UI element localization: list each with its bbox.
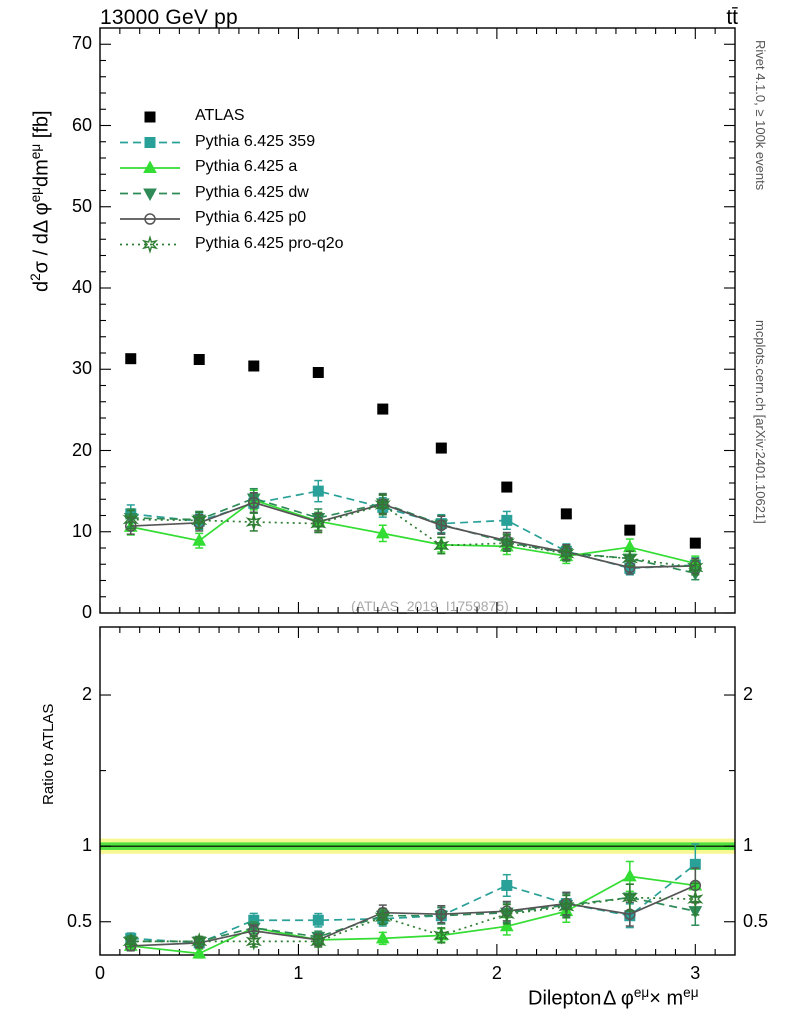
x-tick-label: 0 — [94, 963, 106, 983]
ratio-line-3 — [131, 898, 696, 942]
legend-label-4: Pythia 6.425 p0 — [195, 209, 307, 226]
y-tick-label: 70 — [71, 33, 92, 54]
legend-marker-0 — [145, 112, 155, 122]
y-axis-label: $d^2\sigma$ / dΔ $\varphi^{e\mu}dm^{e\mu}$ [fb] — [28, 110, 53, 292]
x-tick-label: 3 — [690, 963, 701, 983]
ratio-line-5 — [131, 898, 696, 942]
ratio-y-tick-label-right: 0.5 — [743, 910, 769, 931]
analysis-watermark: (ATLAS_2019_I1759875) — [351, 598, 509, 614]
data-point-0 — [436, 443, 446, 453]
data-point-0 — [249, 361, 259, 371]
ratio-y-tick-label-right: 2 — [743, 684, 754, 705]
y-tick-label: 40 — [71, 277, 92, 297]
x-tick-label: 2 — [491, 963, 502, 983]
ratio-line-1 — [131, 864, 696, 943]
x-axis-label: Dilepton Δ $\varphi^{e\mu}\times m^{e\mu}$ — [528, 985, 699, 1010]
ratio-point-1 — [502, 880, 512, 890]
y-tick-label: 50 — [71, 195, 92, 216]
legend-label-1: Pythia 6.425 359 — [195, 132, 316, 150]
data-point-1 — [313, 486, 323, 496]
legend-marker-3 — [144, 189, 156, 200]
y-tick-label: 20 — [71, 439, 92, 460]
legend-label-5: Pythia 6.425 pro-q2o — [195, 234, 344, 252]
legend-marker-2 — [144, 162, 156, 173]
data-point-0 — [378, 404, 388, 414]
ratio-y-tick-label: 0.5 — [66, 910, 92, 931]
y-tick-label: 10 — [71, 520, 92, 541]
series-line-2 — [131, 500, 696, 563]
process-title: tt̄ — [726, 6, 738, 29]
y-tick-label: 30 — [71, 358, 92, 379]
ratio-y-tick-label-right: 1 — [743, 835, 754, 856]
data-point-0 — [625, 525, 635, 535]
data-point-1 — [502, 515, 512, 525]
data-point-0 — [194, 355, 204, 365]
legend-label-2: Pythia 6.425 a — [195, 158, 298, 175]
rivet-version-label: Rivet 4.1.0, ≥ 100k events — [753, 40, 768, 191]
ratio-y-axis-label: Ratio to ATLAS — [40, 703, 57, 805]
beam-energy-title: 13000 GeV pp — [100, 6, 238, 29]
legend-label-0: ATLAS — [195, 107, 245, 124]
arxiv-label: mcplots.cern.ch [arXiv:2401.10621] — [753, 320, 768, 524]
data-point-0 — [502, 482, 512, 492]
data-point-0 — [313, 368, 323, 378]
y-tick-label: 0 — [81, 602, 92, 622]
legend-label-3: Pythia 6.425 dw — [195, 183, 309, 201]
ratio-y-tick-label: 1 — [81, 835, 92, 856]
y-tick-label: 60 — [71, 114, 92, 135]
ratio-point-2 — [624, 870, 636, 881]
series-line-4 — [131, 503, 696, 568]
x-tick-label: 1 — [293, 963, 304, 983]
data-point-0 — [561, 509, 571, 519]
legend-marker-1 — [145, 138, 155, 148]
ratio-panel-frame — [100, 627, 735, 955]
ratio-y-tick-label: 2 — [81, 684, 92, 705]
data-point-0 — [690, 538, 700, 548]
ratio-point-1 — [313, 915, 323, 925]
data-point-0 — [126, 354, 136, 364]
